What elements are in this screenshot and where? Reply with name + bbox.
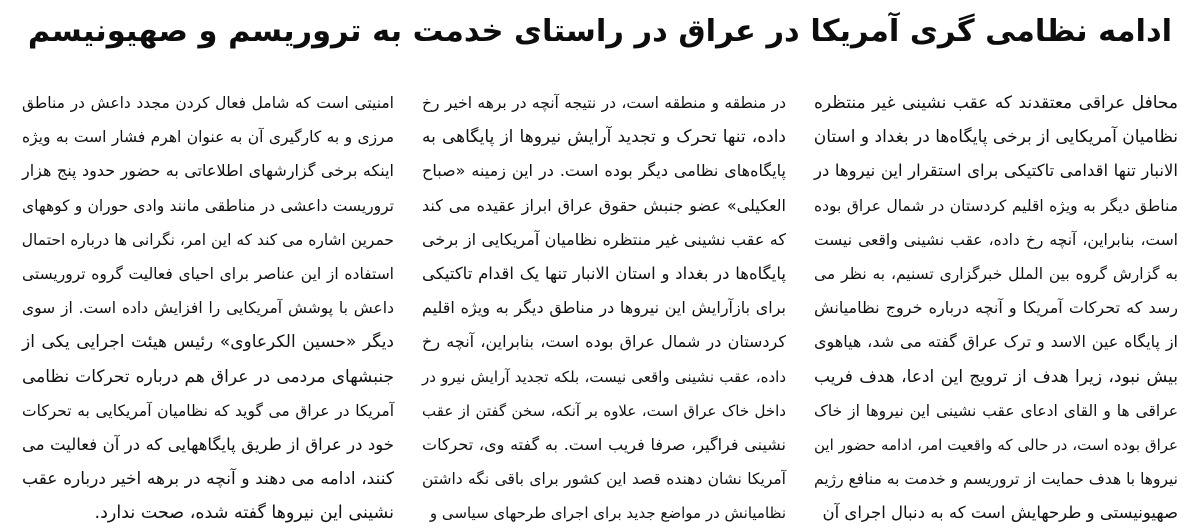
article-text-line: آمریکا در عراق می گوید که نظامیان آمریکایی به تحرکات (22, 401, 394, 420)
article-column-3 (21, 86, 394, 524)
article-text-line: پایگاه‌ها در بغداد و استان الانبار تنها یک اقدام تاکتیکی (422, 263, 786, 283)
article-text-line: عراق بوده است، در حالی که واقعیت امر، ادامه حضور این (814, 435, 1178, 454)
article-text-line: بیش نبود، زیرا هدف از ترویج این ادعا، هدف فریب (814, 366, 1178, 387)
article-text-line: نظامیان آمریکایی از برخی پایگاه‌ها در بغداد و استان (813, 127, 1178, 148)
article-text-line: داده، تنها تحرک و تجدید آرایش نیروها از پایگاهی به (422, 127, 786, 148)
article-text-line: دیگر «حسین الکرعاوی» رئیس هیئت اجرایی یکی از (22, 332, 394, 353)
article-text-line: که عقب نشینی غیر منتظره نظامیان آمریکایی از برخی (422, 229, 786, 249)
article-text-line: نشینی فراگیر، صرفا فریب است. به گفته وی، تحرکات (422, 434, 786, 454)
article-text-line: آمریکا نشان دهنده قصد این کشور برای باقی نگه داشتن (422, 470, 786, 489)
article-text-line: است، بنابراین، آنچه رخ داده، عقب نشینی واقعی نیست (814, 230, 1178, 249)
article-text-line: کنند، ادامه می دهند و آنچه در برهه اخیر درباره عقب (22, 469, 394, 490)
article-text-line: پایگاه‌های نظامی دیگر بوده است. در این زمینه «صباح (422, 161, 786, 181)
article-column-2 (422, 86, 786, 523)
article-columns (0, 86, 1200, 524)
headline: ادامه نظامی گری آمریکا در عراق در راستای خدمت به تروریسم و صهیونیسم (27, 14, 1173, 49)
article-text-line: نظامیانش در مواضع جدید برای اجرای طرحهای سیاسی و (429, 504, 786, 523)
article-text-line: از پایگاه عین الاسد و ترک عراق گفته می شد، هیاهوی (814, 332, 1178, 352)
article-text-line: به گزارش گروه بین الملل خبرگزاری تسنیم، به نظر می (814, 264, 1178, 283)
article-text-line: اینکه برخی گزارشهای اطلاعاتی به حضور حدود پنج هزار (22, 161, 394, 181)
article-text-line: در منطقه و منطقه است، در نتیجه آنچه در برهه اخیر رخ (422, 94, 786, 112)
article-text-line: نیروها با هدف حمایت از تروریسم و خدمت به منافع رژیم (814, 470, 1178, 489)
article-text-line: صهیونیستی و طرحهایش است که به دنبال اجرای آن (822, 503, 1178, 523)
article-text-line: داده، عقب نشینی واقعی نیست، بلکه تجدید آرایش نیرو در (422, 367, 786, 386)
article-text-line: خود در عراق از طریق پایگاههایی که در آن فعالیت می (22, 434, 394, 454)
article-text-line: داخل خاک عراق است، علاوه بر آنکه، سخن گفتن از عقب (422, 401, 786, 420)
article-text-line: نشینی این نیروها گفته شده، صحت ندارد. (94, 503, 394, 524)
article-text-line: مرزی و به کارگیری آن به عنوان اهرم فشار است به ویژه (22, 128, 394, 147)
article-text-line: العکیلی» عضو جنبش حقوق عراق ابراز عقیده می کند (422, 195, 786, 215)
article-column-1 (813, 86, 1178, 523)
article-text-line: برای بازآرایش این نیروها در مناطق دیگر به ویژه اقلیم (422, 298, 786, 318)
article-text-line: کردستان در شمال عراق بوده است، بنابراین، آنچه رخ (422, 332, 786, 352)
article-text-line: تروریست داعشی در مناطقی مانند وادی حوران و کوههای (22, 196, 394, 215)
article-text-line: استفاده از این عناصر برای احیای فعالیت گروه تروریستی (22, 264, 394, 283)
article-text-line: جنبشهای مردمی در عراق هم درباره تحرکات نظامی (22, 366, 394, 387)
article-text-line: مناطق دیگر به ویژه اقلیم کردستان در شمال عراق بوده (814, 196, 1178, 215)
article-text-line: امنیتی است که شامل فعال کردن مجدد داعش در مناطق (22, 94, 394, 112)
article-text-line: محافل عراقی معتقدند که عقب نشینی غیر منتظره (814, 93, 1178, 113)
article-text-line: داعش با پوشش آمریکایی را افزایش داده است. از سوی (22, 299, 394, 318)
article-text-line: الانبار تنها اقدامی تاکتیکی برای استقرار این نیروها در (814, 161, 1178, 181)
article-text-line: عراقی ها و القای ادعای عقب نشینی این نیروها از خاک (814, 401, 1178, 420)
article-text-line: رسد که تحرکات آمریکا و آنچه درباره خروج نظامیانش (814, 298, 1178, 318)
article-text-line: حمرین اشاره می کند که این امر، نگرانی ها درباره احتمال (21, 230, 394, 249)
